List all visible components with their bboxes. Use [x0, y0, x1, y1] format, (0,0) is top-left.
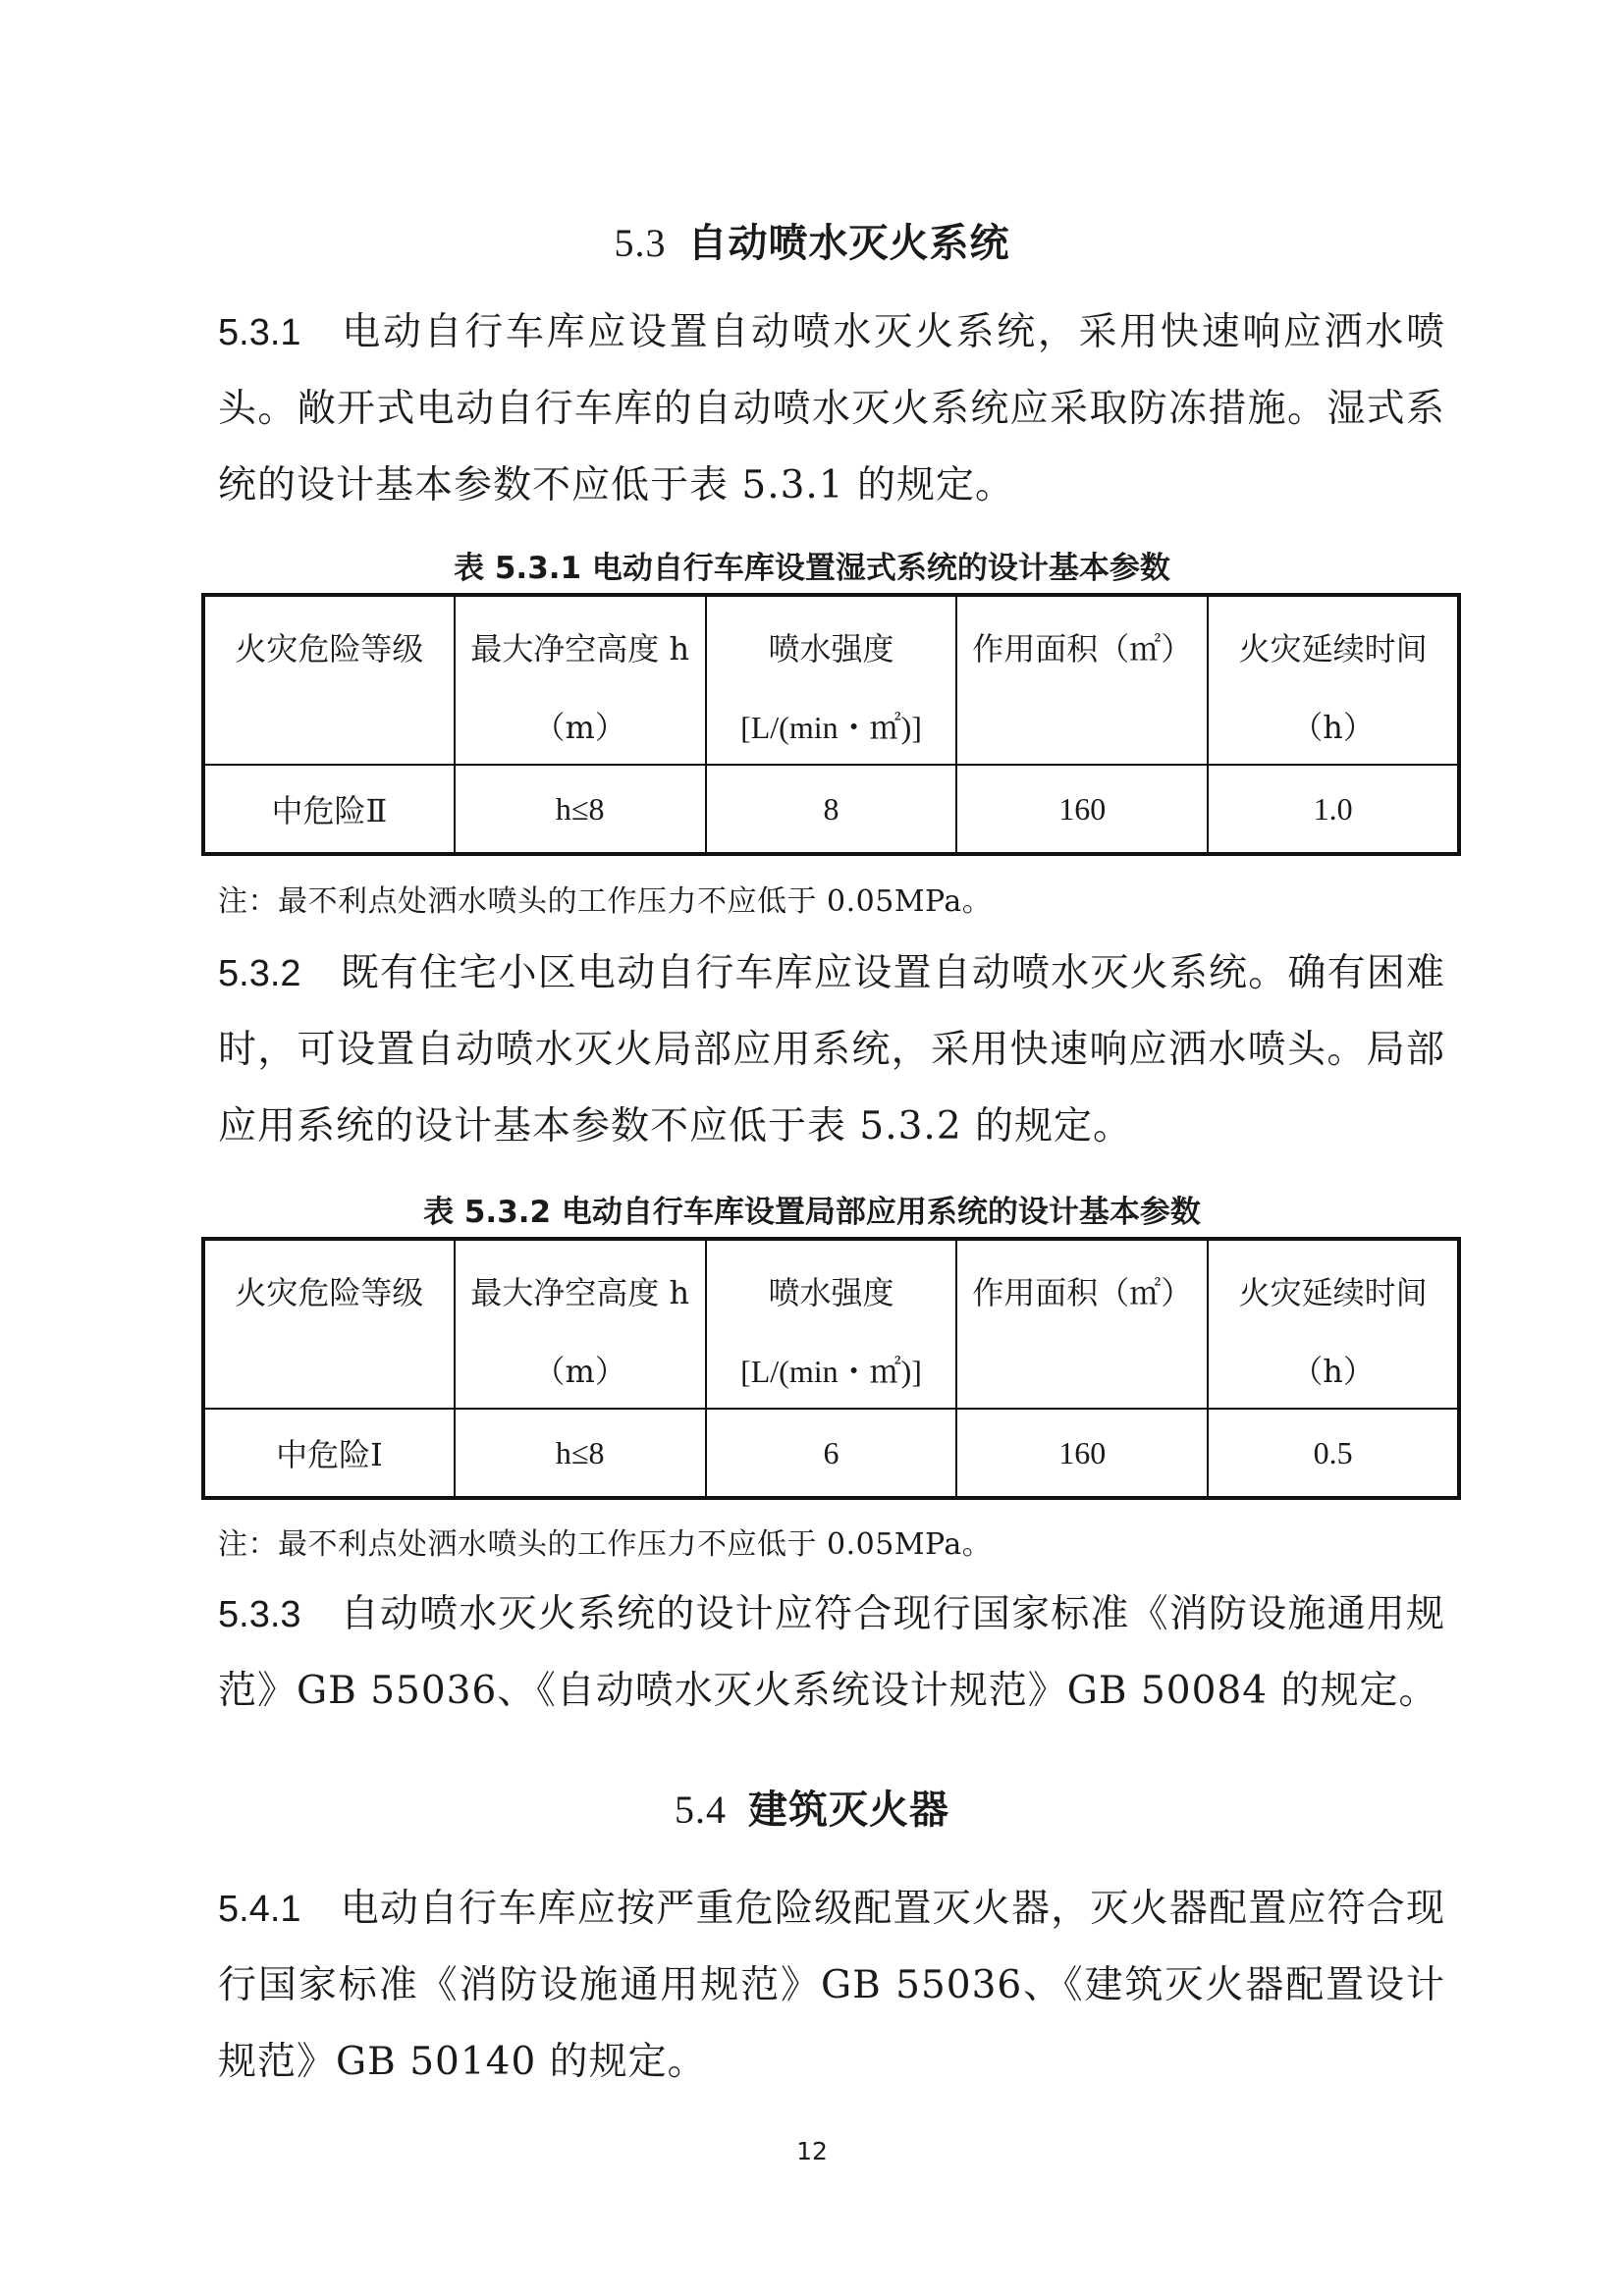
header-cell: 喷水强度 [L/(min・㎡)]: [706, 595, 957, 765]
clause-5-4-1: [218, 1871, 1445, 2101]
table-cell: 1.0: [1208, 765, 1459, 854]
clause-5-3-3: [218, 1576, 1445, 1730]
header-cell: 作用面积（㎡）: [956, 595, 1208, 765]
header-cell: 喷水强度 [L/(min・㎡)]: [706, 1239, 957, 1409]
header-cell: 火灾危险等级: [203, 1239, 455, 1409]
clause-text: 电动自行车库应设置自动喷水灭火系统，采用快速响应洒水喷头。敞开式电动自行车库的自动喷水灭火系统应采取防冻措施。湿式系统的设计基本参数不应低于表 5.3.1 的规定。: [218, 310, 1445, 507]
table-row: [203, 765, 1459, 854]
table-row: [203, 1409, 1459, 1498]
table-cell: 0.5: [1208, 1409, 1459, 1498]
header-cell: 作用面积（㎡）: [956, 1239, 1208, 1409]
section-number: 5.4: [675, 1788, 727, 1832]
section-heading-5-3: [0, 212, 1624, 268]
table-5-3-1: [201, 593, 1461, 856]
table-cell: h≤8: [455, 765, 706, 854]
clause-5-3-1: [218, 294, 1445, 524]
section-number: 5.3: [614, 221, 667, 265]
header-cell: 最大净空高度 h （m）: [455, 595, 706, 765]
table-cell: 中危险Ⅰ: [203, 1409, 455, 1498]
table-caption-5-3-1: 表 5.3.1 电动自行车库设置湿式系统的设计基本参数: [454, 551, 1170, 586]
table-cell: 中危险Ⅱ: [203, 765, 455, 854]
table-header-row: [203, 1239, 1459, 1409]
section-title: 自动喷水灭火系统: [687, 220, 1010, 266]
section-title: 建筑灭火器: [748, 1787, 949, 1833]
table-cell: 160: [956, 765, 1208, 854]
header-cell: 火灾危险等级: [203, 595, 455, 765]
clause-number: 5.4.1: [218, 1889, 301, 1930]
header-cell: 最大净空高度 h （m）: [455, 1239, 706, 1409]
header-cell: 火灾延续时间 （h）: [1208, 1239, 1459, 1409]
table-note-5-3-2: 注：最不利点处洒水喷头的工作压力不应低于 0.05MPa。: [218, 1527, 993, 1562]
page-number: 12: [796, 2137, 828, 2165]
clause-number: 5.3.2: [218, 953, 301, 994]
clause-text: 自动喷水灭火系统的设计应符合现行国家标准《消防设施通用规范》GB 55036、《自动喷水灭火系统设计规范》GB 50084 的规定。: [218, 1592, 1445, 1713]
header-cell: 火灾延续时间 （h）: [1208, 595, 1459, 765]
table-5-3-2: [201, 1237, 1461, 1500]
table-cell: 8: [706, 765, 957, 854]
table-cell: 160: [956, 1409, 1208, 1498]
clause-number: 5.3.3: [218, 1594, 301, 1635]
clause-number: 5.3.1: [218, 312, 301, 353]
clause-text: 既有住宅小区电动自行车库应设置自动喷水灭火系统。确有困难时，可设置自动喷水灭火局部应用系统，采用快速响应洒水喷头。局部应用系统的设计基本参数不应低于表 5.3.2 的规定。: [218, 951, 1445, 1148]
clause-5-3-2: [218, 935, 1445, 1165]
section-heading-5-4: [0, 1779, 1624, 1835]
table-note-5-3-1: 注：最不利点处洒水喷头的工作压力不应低于 0.05MPa。: [218, 884, 993, 919]
table-header-row: [203, 595, 1459, 765]
table-cell: h≤8: [455, 1409, 706, 1498]
clause-text: 电动自行车库应按严重危险级配置灭火器，灭火器配置应符合现行国家标准《消防设施通用规范》GB 55036、《建筑灭火器配置设计规范》GB 50140 的规定。: [218, 1887, 1445, 2084]
table-caption-5-3-2: 表 5.3.2 电动自行车库设置局部应用系统的设计基本参数: [423, 1195, 1201, 1230]
table-cell: 6: [706, 1409, 957, 1498]
